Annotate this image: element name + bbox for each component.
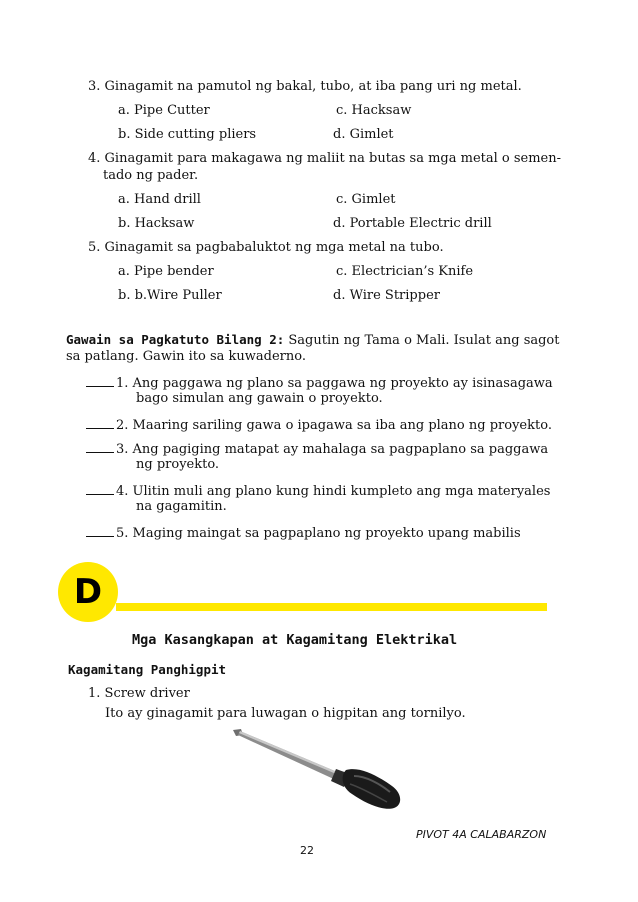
q4-option-c: c. Gimlet [336,192,396,207]
section-title: Mga Kasangkapan at Kagamitang Elektrikal [132,632,458,648]
tf-item-5 [86,524,521,541]
tf-item-2 [86,416,552,433]
tf-item-3-text: 3. Ang pagiging matapat ay mahalaga sa pagpaplano sa paggawa [116,442,549,457]
q5-option-b: b. b.Wire Puller [118,288,222,303]
tf-item-5-text: 5. Maging maingat sa pagpaplano ng proyekto upang mabilis [116,526,521,541]
gawain-instruction-2: sa patlang. Gawin ito sa kuwaderno. [66,349,306,364]
q5-option-d: d. Wire Stripper [333,288,440,303]
screwdriver-illustration [230,726,405,812]
tf-item-1-text: 1. Ang paggawa ng plano sa paggawa ng proyekto ay isinasagawa [116,376,553,391]
screwdriver-icon [233,729,400,809]
tf-item-4-text: 4. Ulitin muli ang plano kung hindi kumpleto ang mga materyales [116,484,551,499]
question-4: 4. Ginagamit para makagawa ng maliit na butas sa mga metal o semen- [88,151,562,166]
tool-item: 1. Screw driver [88,686,190,701]
subheading: Kagamitang Panghigpit [68,662,227,677]
q3-option-b: b. Side cutting pliers [118,127,257,142]
q3-option-c: c. Hacksaw [336,103,412,118]
gawain-instruction [66,332,559,348]
section-divider-bar [116,603,547,611]
tf-item-3-cont: ng proyekto. [136,457,220,472]
answer-blank[interactable] [86,374,114,387]
tf-item-4 [86,482,550,499]
question-4-cont: tado ng pader. [103,168,199,183]
page-number: 22 [300,844,314,857]
question-3: 3. Ginagamit na pamutol ng bakal, tubo, at iba pang uri ng metal. [88,79,522,94]
answer-blank[interactable] [86,416,114,429]
gawain-instruction-1: Sagutin ng Tama o Mali. Isulat ang sagot [284,333,560,348]
q3-option-d: d. Gimlet [333,127,394,142]
answer-blank[interactable] [86,524,114,537]
q4-option-a: a. Hand drill [118,192,201,207]
tf-item-4-cont: na gagamitin. [136,499,227,514]
q3-option-a: a. Pipe Cutter [118,103,210,118]
tf-item-1-cont: bago simulan ang gawain o proyekto. [136,391,383,406]
tf-item-1 [86,374,553,391]
section-d-badge: D [58,562,118,622]
q4-option-b: b. Hacksaw [118,216,195,231]
q4-option-d: d. Portable Electric drill [333,216,492,231]
q5-option-a: a. Pipe bender [118,264,214,279]
tf-item-2-text: 2. Maaring sariling gawa o ipagawa sa iba ang plano ng proyekto. [116,418,552,433]
tf-item-3 [86,440,548,457]
question-5: 5. Ginagamit sa pagbabaluktot ng mga metal na tubo. [88,240,444,255]
footer-brand: PIVOT 4A CALABARZON [416,828,547,841]
answer-blank[interactable] [86,482,114,495]
gawain-heading: Gawain sa Pagkatuto Bilang 2: [66,332,285,347]
answer-blank[interactable] [86,440,114,453]
tool-description: Ito ay ginagamit para luwagan o higpitan ang tornilyo. [105,706,466,721]
q5-option-c: c. Electrician’s Knife [336,264,474,279]
